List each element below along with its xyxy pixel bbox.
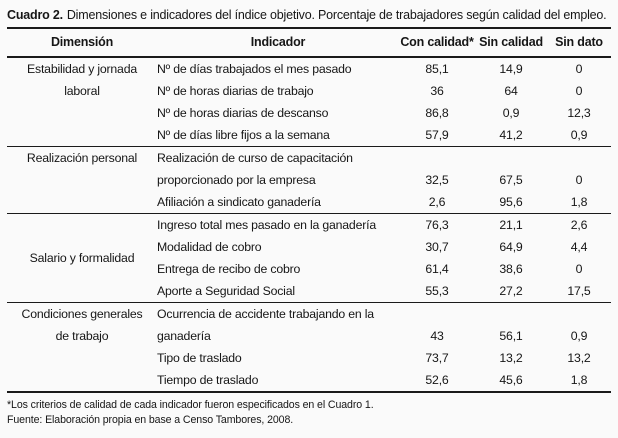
value-cell: 17,5 bbox=[567, 284, 591, 298]
table-row bbox=[7, 57, 611, 80]
column-header-sin-dato: Sin dato bbox=[547, 29, 611, 57]
value-cell: 45,6 bbox=[499, 373, 523, 387]
indicator-cell: Ingreso total mes pasado en la ganadería bbox=[157, 214, 399, 237]
value-cell: 61,4 bbox=[425, 262, 449, 276]
value-cell: 73,7 bbox=[425, 351, 449, 365]
column-header-indicador: Indicador bbox=[157, 29, 399, 57]
indicator-cell: Modalidad de cobro bbox=[157, 240, 262, 254]
indicator-cell: Tipo de traslado bbox=[157, 351, 242, 365]
value-cell: 85,1 bbox=[425, 62, 449, 76]
footnotes bbox=[7, 398, 611, 428]
dimension-cell: Salario y formalidad bbox=[7, 214, 157, 303]
value-cell: 0,9 bbox=[502, 106, 520, 120]
value-cell: 30,7 bbox=[425, 240, 449, 254]
value-cell: 0 bbox=[575, 62, 583, 76]
table-row bbox=[7, 147, 611, 192]
header-row bbox=[7, 29, 611, 57]
dimension-cell: Estabilidad y jornada laboral bbox=[27, 62, 137, 98]
value-cell: 38,6 bbox=[499, 262, 523, 276]
indicator-cell: Afiliación a sindicato ganadería bbox=[157, 195, 321, 209]
value-cell: 0,9 bbox=[547, 303, 611, 348]
value-cell: 56,1 bbox=[475, 303, 547, 348]
indicator-cell: Entrega de recibo de cobro bbox=[157, 262, 301, 276]
caption-text: Dimensiones e indicadores del índice objetivo. Porcentaje de trabajadores según calidad del empleo. bbox=[66, 8, 607, 22]
dimension-cell: Realización personal bbox=[7, 147, 157, 214]
value-cell: 14,9 bbox=[499, 62, 523, 76]
column-header-con-calidad: Con calidad* bbox=[399, 29, 475, 57]
value-cell: 36 bbox=[430, 84, 444, 98]
column-header-sin-calidad: Sin calidad bbox=[475, 29, 547, 57]
indicator-cell: Ocurrencia de accidente trabajando en la ganadería bbox=[157, 303, 399, 348]
value-cell: 13,2 bbox=[567, 351, 591, 365]
value-cell: 13,2 bbox=[499, 351, 523, 365]
indicator-cell: Realización de curso de capacitación proporcionado por la empresa bbox=[157, 147, 399, 192]
value-cell: 57,9 bbox=[425, 128, 449, 142]
value-cell: 32,5 bbox=[399, 147, 475, 192]
table-caption bbox=[7, 4, 611, 29]
value-cell: 41,2 bbox=[499, 128, 523, 142]
table-body bbox=[7, 57, 611, 392]
value-cell: 0,9 bbox=[570, 128, 588, 142]
indicator-cell: Tiempo de traslado bbox=[157, 373, 259, 387]
value-cell: 0 bbox=[575, 84, 583, 98]
indicator-cell: Nº de horas diarias de trabajo bbox=[157, 84, 314, 98]
footnote-criteria: *Los criterios de calidad de cada indicador fueron especificados en el Cuadro 1. bbox=[7, 399, 374, 411]
value-cell: 76,3 bbox=[399, 214, 475, 237]
value-cell: 12,3 bbox=[567, 106, 591, 120]
value-cell: 64 bbox=[504, 84, 518, 98]
value-cell: 2,6 bbox=[428, 195, 446, 209]
table-header bbox=[7, 29, 611, 57]
value-cell: 64,9 bbox=[499, 240, 523, 254]
value-cell: 95,6 bbox=[499, 195, 523, 209]
value-cell: 0 bbox=[575, 262, 583, 276]
value-cell: 4,4 bbox=[570, 240, 588, 254]
value-cell: 0 bbox=[547, 147, 611, 192]
indicators-table bbox=[7, 29, 611, 393]
value-cell: 52,6 bbox=[425, 373, 449, 387]
value-cell: 55,3 bbox=[425, 284, 449, 298]
value-cell: 21,1 bbox=[475, 214, 547, 237]
value-cell: 27,2 bbox=[499, 284, 523, 298]
caption-label: Cuadro 2. bbox=[7, 8, 63, 22]
table-row bbox=[7, 214, 611, 237]
indicator-cell: Nº de días trabajados el mes pasado bbox=[157, 62, 352, 76]
value-cell: 1,8 bbox=[570, 373, 588, 387]
dimension-cell: Condiciones generales de trabajo bbox=[7, 303, 157, 393]
value-cell: 2,6 bbox=[547, 214, 611, 237]
value-cell: 67,5 bbox=[475, 147, 547, 192]
value-cell: 86,8 bbox=[425, 106, 449, 120]
table-row bbox=[7, 303, 611, 348]
indicator-cell: Aporte a Seguridad Social bbox=[157, 284, 295, 298]
footnote-source: Fuente: Elaboración propia en base a Censo Tambores, 2008. bbox=[7, 414, 294, 426]
indicator-cell: Nº de días libre fijos a la semana bbox=[157, 128, 330, 142]
value-cell: 1,8 bbox=[570, 195, 588, 209]
indicator-cell: Nº de horas diarias de descanso bbox=[157, 106, 329, 120]
value-cell: 43 bbox=[399, 303, 475, 348]
column-header-dimension: Dimensión bbox=[7, 29, 157, 57]
